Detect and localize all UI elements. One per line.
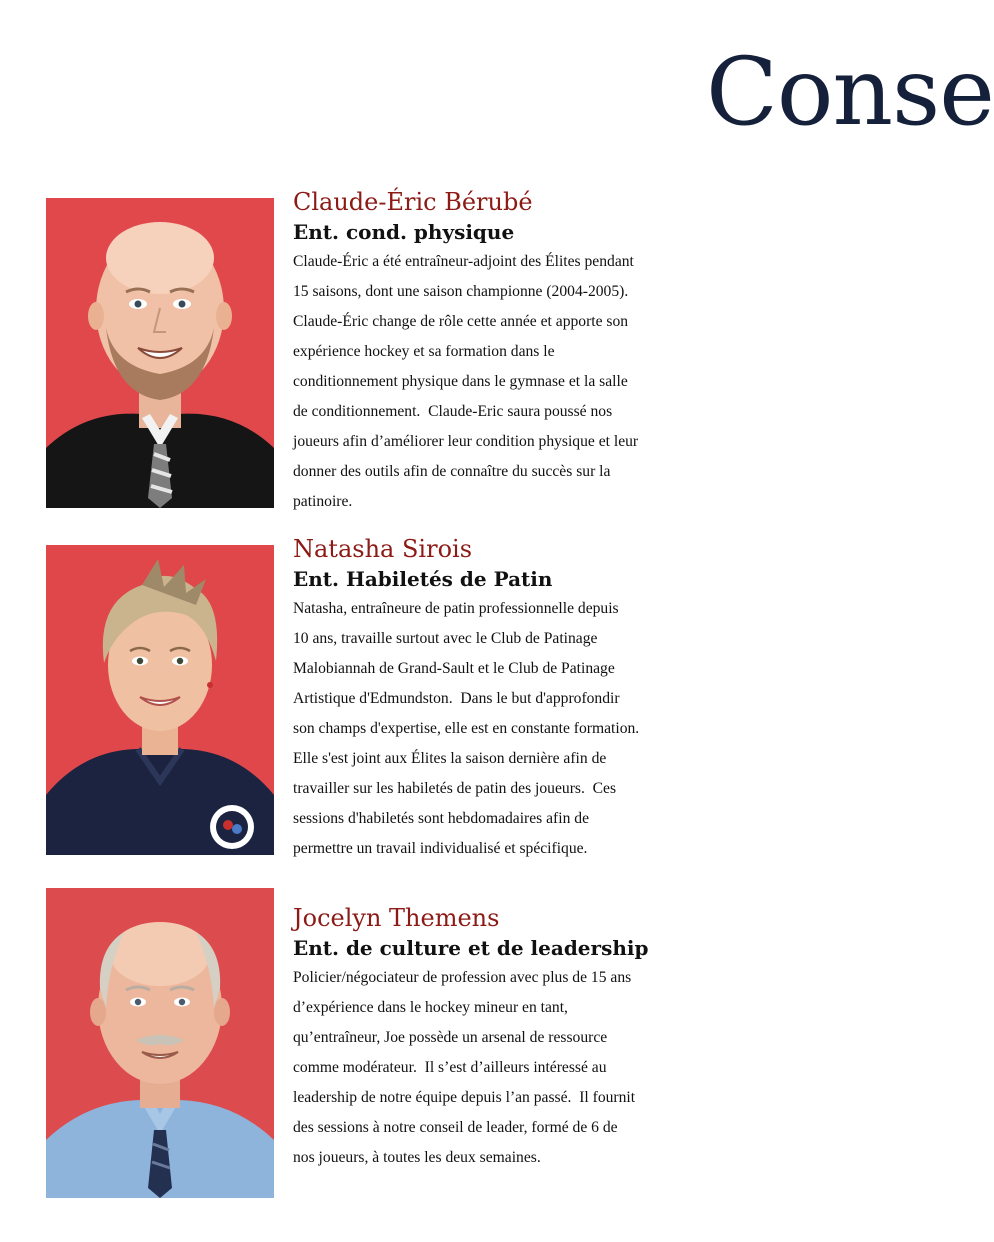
bio-text-line: conditionnement physique dans le gymnase et la salle <box>293 373 628 390</box>
coach-photo-jocelyn <box>46 888 274 1198</box>
bio-text-line: joueurs afin d’améliorer leur condition physique et leur <box>293 433 639 450</box>
bio-text-line: expérience hockey et sa formation dans le <box>293 343 555 360</box>
bio-text-line: 15 saisons, dont une saison championne (2004-2005). <box>293 283 629 300</box>
bio-text-line: des sessions à notre conseil de leader, formé de 6 de <box>293 1119 618 1136</box>
coach-role: Ent. Habiletés de Patin <box>293 567 553 591</box>
coach-name: Natasha Sirois <box>293 535 473 563</box>
coach-role: Ent. cond. physique <box>293 220 515 244</box>
bio-text-line: Claude-Éric a été entraîneur-adjoint des Élites pendant <box>293 253 634 270</box>
bio-text-line: qu’entraîneur, Joe possède un arsenal de ressource <box>293 1029 608 1046</box>
page-title: Conse <box>706 38 994 147</box>
coach-role: Ent. de culture et de leadership <box>293 936 649 960</box>
bio-text-line: d’expérience dans le hockey mineur en tant, <box>293 999 568 1016</box>
coach-bio-jocelyn <box>293 903 963 1173</box>
bio-text-line: Policier/négociateur de profession avec plus de 15 ans <box>293 969 632 986</box>
coach-name: Claude-Éric Bérubé <box>293 188 533 216</box>
coach-photo-claude-eric <box>46 198 274 508</box>
bio-text-line: Artistique d'Edmundston. Dans le but d'approfondir <box>293 690 620 707</box>
coach-bio-natasha <box>293 534 963 864</box>
coach-name: Jocelyn Themens <box>293 904 500 932</box>
bio-text-line: comme modérateur. Il s’est d’ailleurs intéressé au <box>293 1059 607 1076</box>
bio-text-line: patinoire. <box>293 493 353 510</box>
coach-photo-natasha <box>46 545 274 855</box>
bio-text-line: Malobiannah de Grand-Sault et le Club de Patinage <box>293 660 615 677</box>
bio-text-line: de conditionnement. Claude-Eric saura poussé nos <box>293 403 613 420</box>
bio-text-line: Claude-Éric change de rôle cette année et apporte son <box>293 313 629 330</box>
bio-text-line: 10 ans, travaille surtout avec le Club de Patinage <box>293 630 598 647</box>
bio-text-line: sessions d'habiletés sont hebdomadaires afin de <box>293 810 589 827</box>
coach-bio-claude-eric <box>293 187 963 517</box>
bio-text-line: Elle s'est joint aux Élites la saison dernière afin de <box>293 750 607 767</box>
bio-text-line: son champs d'expertise, elle est en constante formation. <box>293 720 640 737</box>
bio-text-line: travailler sur les habiletés de patin des joueurs. Ces <box>293 780 617 797</box>
bio-text-line: nos joueurs, à toutes les deux semaines. <box>293 1149 541 1166</box>
bio-text-line: donner des outils afin de connaître du succès sur la <box>293 463 611 480</box>
bio-text-line: permettre un travail individualisé et spécifique. <box>293 840 588 857</box>
bio-text-line: Natasha, entraîneure de patin professionnelle depuis <box>293 600 619 617</box>
bio-text-line: leadership de notre équipe depuis l’an passé. Il fournit <box>293 1089 636 1106</box>
